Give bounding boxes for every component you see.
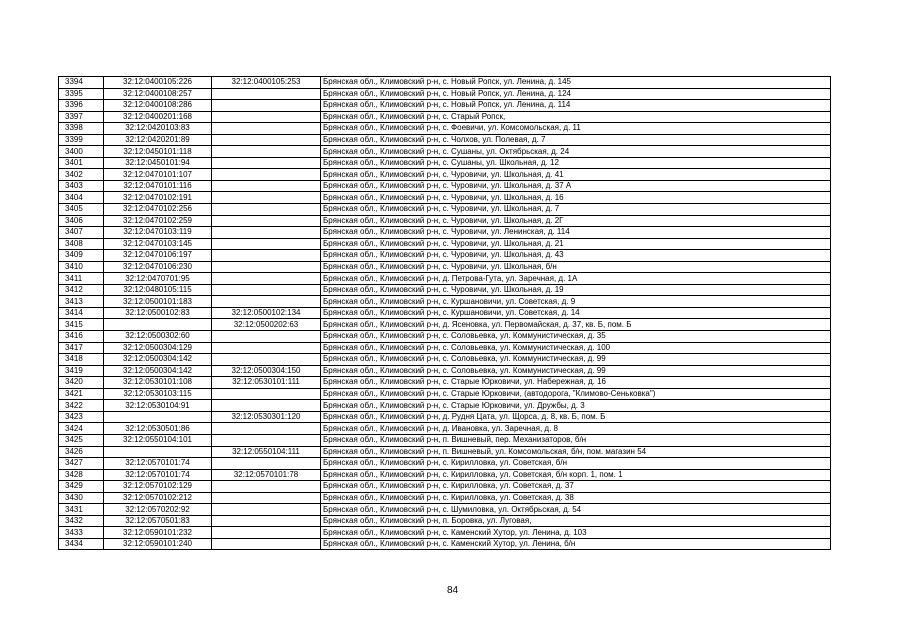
- building-cadastral-number-cell: 32:12:0500304:150: [212, 365, 321, 377]
- cadastral-number-cell: 32:12:0590101:240: [104, 538, 212, 550]
- row-number-cell: 3405: [59, 204, 104, 216]
- building-cadastral-number-cell: [212, 123, 321, 135]
- row-number-cell: 3429: [59, 481, 104, 493]
- table-row: [59, 273, 831, 285]
- address-cell: Брянская обл., Климовский р-н, с. Чуровичи, ул. Школьная, б/н: [321, 261, 831, 273]
- building-cadastral-number-cell: 32:12:0500202:63: [212, 319, 321, 331]
- address-cell: Брянская обл., Климовский р-н, с. Кирилловка, ул. Советская, д. 38: [321, 492, 831, 504]
- table-row: [59, 331, 831, 343]
- table-row: [59, 388, 831, 400]
- row-number-cell: 3414: [59, 307, 104, 319]
- row-number-cell: 3407: [59, 227, 104, 239]
- table-row: [59, 469, 831, 481]
- building-cadastral-number-cell: 32:12:0530101:111: [212, 377, 321, 389]
- cadastral-number-cell: 32:12:0500302:60: [104, 331, 212, 343]
- address-cell: Брянская обл., Климовский р-н, с. Чолхов, ул. Полевая, д. 7: [321, 134, 831, 146]
- table-row: [59, 296, 831, 308]
- cadastral-number-cell: 32:12:0500304:142: [104, 354, 212, 366]
- address-cell: Брянская обл., Климовский р-н, с. Чуровичи, ул. Школьная, д. 21: [321, 238, 831, 250]
- row-number-cell: 3418: [59, 354, 104, 366]
- cadastral-number-cell: 32:12:0420103:83: [104, 123, 212, 135]
- building-cadastral-number-cell: [212, 504, 321, 516]
- address-cell: Брянская обл., Климовский р-н, с. Чуровичи, ул. Школьная, д. 37 А: [321, 180, 831, 192]
- table-row: [59, 377, 831, 389]
- row-number-cell: 3431: [59, 504, 104, 516]
- cadastral-number-cell: 32:12:0470102:259: [104, 215, 212, 227]
- cadastral-number-cell: 32:12:0470102:191: [104, 192, 212, 204]
- row-number-cell: 3412: [59, 284, 104, 296]
- row-number-cell: 3434: [59, 538, 104, 550]
- table-row: [59, 354, 831, 366]
- cadastral-number-cell: 32:12:0500101:183: [104, 296, 212, 308]
- building-cadastral-number-cell: [212, 400, 321, 412]
- cadastral-number-cell: 32:12:0500102:83: [104, 307, 212, 319]
- address-cell: Брянская обл., Климовский р-н, д. Ивановка, ул. Заречная, д. 8: [321, 423, 831, 435]
- table-row: [59, 365, 831, 377]
- address-cell: Брянская обл., Климовский р-н, с. Куршановичи, ул. Советская, д. 14: [321, 307, 831, 319]
- row-number-cell: 3409: [59, 250, 104, 262]
- address-cell: Брянская обл., Климовский р-н, с. Соловьевка, ул. Коммунистическая, д. 99: [321, 354, 831, 366]
- row-number-cell: 3410: [59, 261, 104, 273]
- address-cell: Брянская обл., Климовский р-н, с. Кирилловка, ул. Советская, б/н: [321, 458, 831, 470]
- building-cadastral-number-cell: 32:12:0500102:134: [212, 307, 321, 319]
- cadastral-number-cell: 32:12:0570501:83: [104, 515, 212, 527]
- cadastral-number-cell: 32:12:0570102:212: [104, 492, 212, 504]
- cadastral-number-cell: 32:12:0550104:101: [104, 434, 212, 446]
- cadastral-number-cell: [104, 319, 212, 331]
- cadastral-number-cell: [104, 446, 212, 458]
- table-row: [59, 492, 831, 504]
- building-cadastral-number-cell: [212, 192, 321, 204]
- row-number-cell: 3399: [59, 134, 104, 146]
- table-row: [59, 261, 831, 273]
- building-cadastral-number-cell: [212, 434, 321, 446]
- address-cell: Брянская обл., Климовский р-н, с. Сушаны, ул. Октябрьская, д. 24: [321, 146, 831, 158]
- cadastral-number-cell: 32:12:0530103:115: [104, 388, 212, 400]
- building-cadastral-number-cell: [212, 458, 321, 470]
- cadastral-number-cell: 32:12:0500304:142: [104, 365, 212, 377]
- row-number-cell: 3402: [59, 169, 104, 181]
- row-number-cell: 3408: [59, 238, 104, 250]
- row-number-cell: 3404: [59, 192, 104, 204]
- table-row: [59, 319, 831, 331]
- address-cell: Брянская обл., Климовский р-н, с. Кирилловка, ул. Советская, д. 37: [321, 481, 831, 493]
- table-row: [59, 157, 831, 169]
- cadastral-number-cell: 32:12:0570202:92: [104, 504, 212, 516]
- address-cell: Брянская обл., Климовский р-н, с. Новый Ропск, ул. Ленина, д. 124: [321, 88, 831, 100]
- building-cadastral-number-cell: [212, 180, 321, 192]
- row-number-cell: 3406: [59, 215, 104, 227]
- cadastral-number-cell: 32:12:0450101:118: [104, 146, 212, 158]
- row-number-cell: 3428: [59, 469, 104, 481]
- address-cell: Брянская обл., Климовский р-н, с. Новый Ропск, ул. Ленина, д. 114: [321, 100, 831, 112]
- address-cell: Брянская обл., Климовский р-н, с. Новый Ропск, ул. Ленина, д. 145: [321, 77, 831, 89]
- building-cadastral-number-cell: 32:12:0530301:120: [212, 411, 321, 423]
- table-row: [59, 481, 831, 493]
- building-cadastral-number-cell: [212, 88, 321, 100]
- building-cadastral-number-cell: [212, 538, 321, 550]
- building-cadastral-number-cell: 32:12:0550104:111: [212, 446, 321, 458]
- building-cadastral-number-cell: [212, 134, 321, 146]
- address-cell: Брянская обл., Климовский р-н, с. Чуровичи, ул. Школьная, д. 7: [321, 204, 831, 216]
- cadastral-number-cell: 32:12:0570102:129: [104, 481, 212, 493]
- cadastral-number-cell: [104, 411, 212, 423]
- address-cell: Брянская обл., Климовский р-н, с. Соловьевка, ул. Коммунистическая, д. 35: [321, 331, 831, 343]
- cadastral-number-cell: 32:12:0470103:145: [104, 238, 212, 250]
- cadastral-number-cell: 32:12:0530101:108: [104, 377, 212, 389]
- row-number-cell: 3401: [59, 157, 104, 169]
- cadastral-number-cell: 32:12:0570101:74: [104, 458, 212, 470]
- building-cadastral-number-cell: [212, 388, 321, 400]
- table-row: [59, 423, 831, 435]
- address-cell: Брянская обл., Климовский р-н, с. Сушаны, ул. Школьная, д. 12: [321, 157, 831, 169]
- address-cell: Брянская обл., Климовский р-н, п. Боровка, ул. Луговая,: [321, 515, 831, 527]
- address-cell: Брянская обл., Климовский р-н, с. Каменский Хутор, ул. Ленина, б/н: [321, 538, 831, 550]
- building-cadastral-number-cell: [212, 238, 321, 250]
- cadastral-number-cell: 32:12:0470106:197: [104, 250, 212, 262]
- building-cadastral-number-cell: [212, 354, 321, 366]
- row-number-cell: 3395: [59, 88, 104, 100]
- row-number-cell: 3403: [59, 180, 104, 192]
- row-number-cell: 3397: [59, 111, 104, 123]
- address-cell: Брянская обл., Климовский р-н, с. Шумиловка, ул. Октябрьская, д. 54: [321, 504, 831, 516]
- building-cadastral-number-cell: [212, 157, 321, 169]
- address-cell: Брянская обл., Климовский р-н, с. Соловьевка, ул. Коммунистическая, д. 100: [321, 342, 831, 354]
- row-number-cell: 3427: [59, 458, 104, 470]
- address-cell: Брянская обл., Климовский р-н, п. Вишневый, пер. Механизаторов, б/н: [321, 434, 831, 446]
- address-cell: Брянская обл., Климовский р-н, с. Фоевичи, ул. Комсомольская, д. 11: [321, 123, 831, 135]
- table-row: [59, 527, 831, 539]
- cadastral-number-cell: 32:12:0470106:230: [104, 261, 212, 273]
- table-row: [59, 284, 831, 296]
- address-cell: Брянская обл., Климовский р-н, п. Вишневый, ул. Комсомольская, б/н, пом. магазин 54: [321, 446, 831, 458]
- cadastral-number-cell: 32:12:0400108:257: [104, 88, 212, 100]
- row-number-cell: 3419: [59, 365, 104, 377]
- cadastral-number-cell: 32:12:0480105:115: [104, 284, 212, 296]
- building-cadastral-number-cell: [212, 481, 321, 493]
- building-cadastral-number-cell: [212, 527, 321, 539]
- property-registry-table: [58, 76, 831, 550]
- address-cell: Брянская обл., Климовский р-н, с. Кирилловка, ул. Советская, б/н корп. 1, пом. 1: [321, 469, 831, 481]
- cadastral-number-cell: 32:12:0400201:168: [104, 111, 212, 123]
- row-number-cell: 3416: [59, 331, 104, 343]
- building-cadastral-number-cell: [212, 111, 321, 123]
- row-number-cell: 3413: [59, 296, 104, 308]
- table-row: [59, 434, 831, 446]
- address-cell: Брянская обл., Климовский р-н, с. Старые Юрковичи, ул. Дружбы, д. 3: [321, 400, 831, 412]
- table-row: [59, 77, 831, 89]
- table-row: [59, 204, 831, 216]
- cadastral-number-cell: 32:12:0470701:95: [104, 273, 212, 285]
- address-cell: Брянская обл., Климовский р-н, с. Чуровичи, ул. Школьная, д. 19: [321, 284, 831, 296]
- table-row: [59, 169, 831, 181]
- building-cadastral-number-cell: [212, 331, 321, 343]
- address-cell: Брянская обл., Климовский р-н, с. Каменский Хутор, ул. Ленина, д. 103: [321, 527, 831, 539]
- cadastral-number-cell: 32:12:0470101:107: [104, 169, 212, 181]
- row-number-cell: 3421: [59, 388, 104, 400]
- building-cadastral-number-cell: [212, 146, 321, 158]
- row-number-cell: 3394: [59, 77, 104, 89]
- registry-table-body: [59, 77, 831, 550]
- table-row: [59, 123, 831, 135]
- cadastral-number-cell: 32:12:0470101:116: [104, 180, 212, 192]
- cadastral-number-cell: 32:12:0500304:129: [104, 342, 212, 354]
- table-row: [59, 504, 831, 516]
- cadastral-number-cell: 32:12:0400108:286: [104, 100, 212, 112]
- table-row: [59, 227, 831, 239]
- building-cadastral-number-cell: [212, 100, 321, 112]
- cadastral-number-cell: 32:12:0530501:86: [104, 423, 212, 435]
- building-cadastral-number-cell: [212, 515, 321, 527]
- page-number: 84: [446, 585, 459, 596]
- cadastral-number-cell: 32:12:0530104:91: [104, 400, 212, 412]
- table-row: [59, 180, 831, 192]
- row-number-cell: 3417: [59, 342, 104, 354]
- address-cell: Брянская обл., Климовский р-н, с. Куршановичи, ул. Советская, д. 9: [321, 296, 831, 308]
- address-cell: Брянская обл., Климовский р-н, с. Чуровичи, ул. Школьная, д. 43: [321, 250, 831, 262]
- building-cadastral-number-cell: [212, 273, 321, 285]
- table-row: [59, 538, 831, 550]
- building-cadastral-number-cell: [212, 169, 321, 181]
- address-cell: Брянская обл., Климовский р-н, с. Чуровичи, ул. Школьная, д. 16: [321, 192, 831, 204]
- table-row: [59, 446, 831, 458]
- building-cadastral-number-cell: [212, 250, 321, 262]
- address-cell: Брянская обл., Климовский р-н, д. Ясеновка, ул. Первомайская, д. 37, кв. Б, пом. Б: [321, 319, 831, 331]
- cadastral-number-cell: 32:12:0450101:94: [104, 157, 212, 169]
- table-row: [59, 400, 831, 412]
- building-cadastral-number-cell: [212, 296, 321, 308]
- building-cadastral-number-cell: [212, 284, 321, 296]
- row-number-cell: 3398: [59, 123, 104, 135]
- cadastral-number-cell: 32:12:0470103:119: [104, 227, 212, 239]
- row-number-cell: 3422: [59, 400, 104, 412]
- address-cell: Брянская обл., Климовский р-н, с. Старые Юрковичи, ул. Набережная, д. 16: [321, 377, 831, 389]
- table-row: [59, 111, 831, 123]
- row-number-cell: 3420: [59, 377, 104, 389]
- row-number-cell: 3433: [59, 527, 104, 539]
- building-cadastral-number-cell: [212, 261, 321, 273]
- cadastral-number-cell: 32:12:0570101:74: [104, 469, 212, 481]
- table-row: [59, 342, 831, 354]
- row-number-cell: 3411: [59, 273, 104, 285]
- row-number-cell: 3423: [59, 411, 104, 423]
- building-cadastral-number-cell: [212, 215, 321, 227]
- row-number-cell: 3400: [59, 146, 104, 158]
- building-cadastral-number-cell: [212, 492, 321, 504]
- cadastral-number-cell: 32:12:0590101:232: [104, 527, 212, 539]
- row-number-cell: 3432: [59, 515, 104, 527]
- table-row: [59, 250, 831, 262]
- cadastral-number-cell: 32:12:0420201:89: [104, 134, 212, 146]
- building-cadastral-number-cell: [212, 342, 321, 354]
- table-row: [59, 411, 831, 423]
- address-cell: Брянская обл., Климовский р-н, с. Чуровичи, ул. Школьная, д. 41: [321, 169, 831, 181]
- table-row: [59, 100, 831, 112]
- building-cadastral-number-cell: [212, 227, 321, 239]
- address-cell: Брянская обл., Климовский р-н, д. Рудня Цата, ул. Щорса, д. 8, кв. Б, пом. Б: [321, 411, 831, 423]
- table-row: [59, 458, 831, 470]
- address-cell: Брянская обл., Климовский р-н, с. Старые Юрковичи, (автодорога, "Климово-Сеньковка"): [321, 388, 831, 400]
- row-number-cell: 3415: [59, 319, 104, 331]
- table-row: [59, 215, 831, 227]
- building-cadastral-number-cell: 32:12:0400105:253: [212, 77, 321, 89]
- row-number-cell: 3424: [59, 423, 104, 435]
- table-row: [59, 238, 831, 250]
- address-cell: Брянская обл., Климовский р-н, с. Старый Ропск,: [321, 111, 831, 123]
- table-row: [59, 88, 831, 100]
- table-row: [59, 134, 831, 146]
- building-cadastral-number-cell: 32:12:0570101:78: [212, 469, 321, 481]
- cadastral-number-cell: 32:12:0400105:226: [104, 77, 212, 89]
- building-cadastral-number-cell: [212, 204, 321, 216]
- row-number-cell: 3430: [59, 492, 104, 504]
- cadastral-number-cell: 32:12:0470102:256: [104, 204, 212, 216]
- address-cell: Брянская обл., Климовский р-н, с. Чуровичи, ул. Школьная, д. 2Г: [321, 215, 831, 227]
- address-cell: Брянская обл., Климовский р-н, с. Соловьевка, ул. Коммунистическая, д. 99: [321, 365, 831, 377]
- table-row: [59, 146, 831, 158]
- row-number-cell: 3425: [59, 434, 104, 446]
- row-number-cell: 3396: [59, 100, 104, 112]
- address-cell: Брянская обл., Климовский р-н, с. Чуровичи, ул. Ленинская, д. 114: [321, 227, 831, 239]
- building-cadastral-number-cell: [212, 423, 321, 435]
- table-row: [59, 515, 831, 527]
- row-number-cell: 3426: [59, 446, 104, 458]
- table-row: [59, 192, 831, 204]
- address-cell: Брянская обл., Климовский р-н, д. Петрова-Гута, ул. Заречная, д. 1А: [321, 273, 831, 285]
- table-row: [59, 307, 831, 319]
